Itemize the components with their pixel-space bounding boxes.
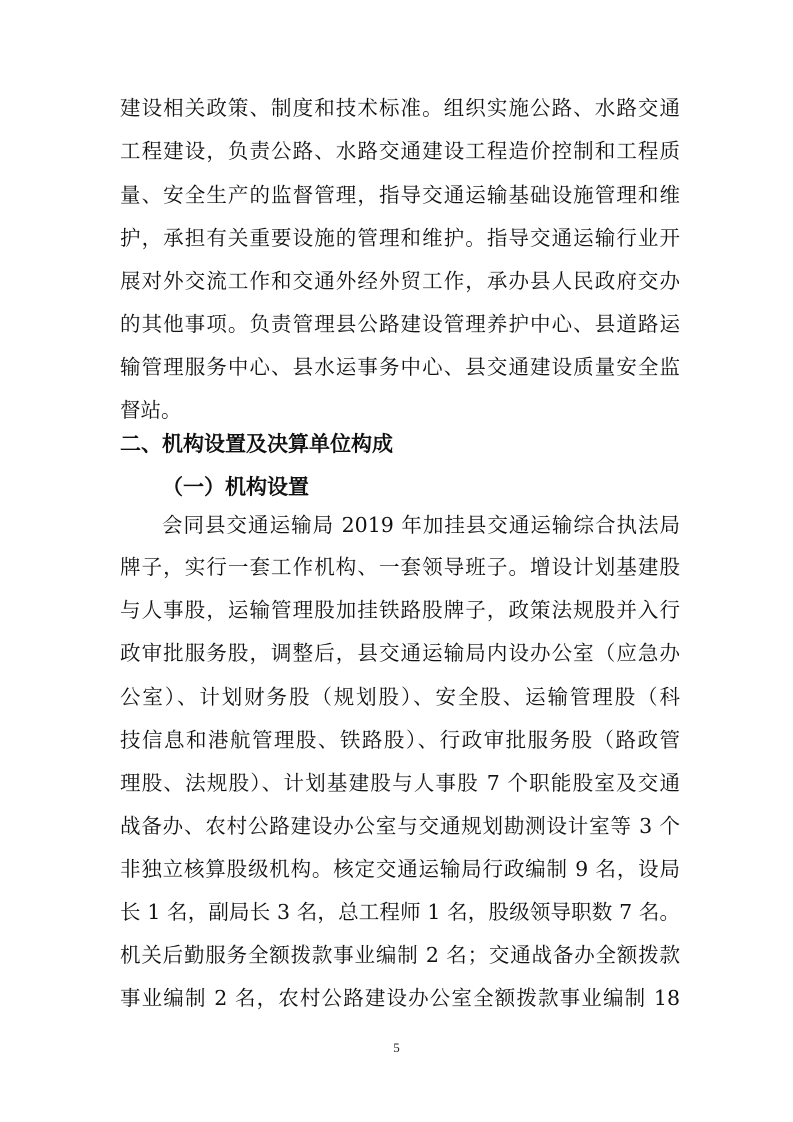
paragraph-line: 技信息和港航管理股、铁路股）、行政审批服务股（路政管 — [120, 728, 680, 752]
paragraph-line: 护，承担有关重要设施的管理和维护。指导交通运输行业开 — [120, 226, 680, 250]
paragraph-line: 建设相关政策、制度和技术标准。组织实施公路、水路交通 — [120, 96, 680, 120]
paragraph-line: 公室）、计划财务股（规划股）、安全股、运输管理股（科 — [120, 685, 680, 709]
paragraph-line: 非独立核算股级机构。核定交通运输局行政编制 9 名，设局 — [120, 857, 680, 881]
paragraph-line: 量、安全生产的监督管理，指导交通运输基础设施管理和维 — [120, 183, 680, 207]
subsection-heading: （一）机构设置 — [162, 475, 309, 499]
page-number: 5 — [393, 1040, 400, 1055]
paragraph-line: 工程建设，负责公路、水路交通建设工程造价控制和工程质 — [120, 139, 680, 163]
paragraph-line: 事业编制 2 名，农村公路建设办公室全额拨款事业编制 18 — [120, 986, 680, 1010]
paragraph-line: 战备办、农村公路建设办公室与交通规划勘测设计室等 3 个 — [120, 814, 680, 838]
paragraph-line: 输管理服务中心、县水运事务中心、县交通建设质量安全监 — [120, 355, 680, 379]
section-heading: 二、机构设置及决算单位构成 — [120, 432, 393, 456]
paragraph-line: 政审批服务股，调整后，县交通运输局内设办公室（应急办 — [120, 641, 680, 665]
paragraph-line: 会同县交通运输局 2019 年加挂县交通运输综合执法局 — [162, 513, 680, 537]
paragraph-line: 督站。 — [120, 398, 182, 422]
paragraph-line: 理股、法规股）、计划基建股与人事股 7 个职能股室及交通 — [120, 771, 680, 795]
paragraph-line: 长 1 名，副局长 3 名，总工程师 1 名，股级领导职数 7 名。 — [120, 900, 680, 924]
paragraph-line: 机关后勤服务全额拨款事业编制 2 名；交通战备办全额拨款 — [120, 943, 680, 967]
paragraph-line: 的其他事项。负责管理县公路建设管理养护中心、县道路运 — [120, 312, 680, 336]
paragraph-line: 展对外交流工作和交通外经外贸工作，承办县人民政府交办 — [120, 269, 680, 293]
paragraph-line: 与人事股，运输管理股加挂铁路股牌子，政策法规股并入行 — [120, 598, 680, 622]
paragraph-line: 牌子，实行一套工作机构、一套领导班子。增设计划基建股 — [120, 555, 680, 579]
